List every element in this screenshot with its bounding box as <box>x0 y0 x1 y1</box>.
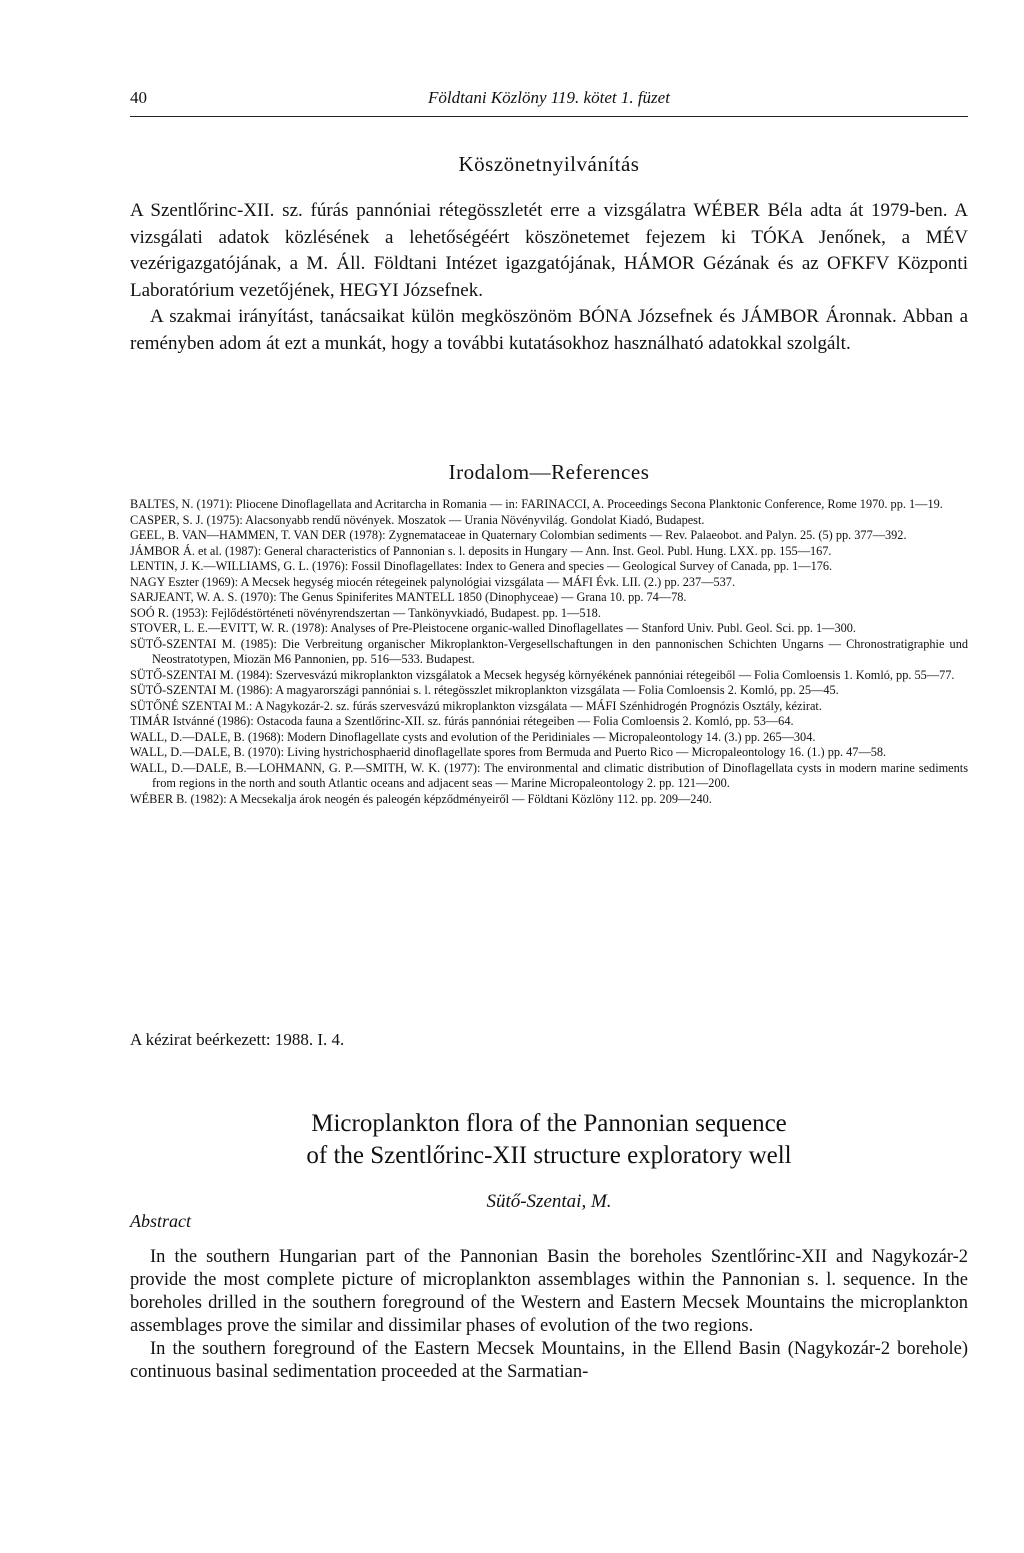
author-name: Sütő-Szentai, M. <box>486 1191 612 1212</box>
acknowledgement-heading: Köszönetnyilvánítás <box>458 152 640 176</box>
reference-list <box>130 497 968 807</box>
reference-item: WALL, D.—DALE, B.—LOHMANN, G. P.—SMITH, W. K. (1977): The environmental and climatic distribution of Dinoflagellata cysts in modern marine sediments from regions in the north and south Atlantic oceans and adjacent seas — Marine Micropaleontology 2. pp. 121—200. <box>130 760 968 790</box>
english-title-line: Microplankton flora of the Pannonian sequence <box>311 1110 787 1137</box>
abstract-label: Abstract <box>130 1211 191 1231</box>
english-title-line: of the Szentlőrinc-XII structure exploratory well <box>306 1142 792 1169</box>
reference-item: JÁMBOR Á. et al. (1987): General characteristics of Pannonian s. l. deposits in Hungary — Ann. Inst. Geol. Publ. Hung. LXX. pp. 155—167. <box>130 543 832 558</box>
acknowledgement-paragraph: A Szentlőrinc-XII. sz. fúrás pannóniai rétegösszletét erre a vizsgálatra WÉBER Béla adta át 1979-ben. A vizsgálati adatok közlésének a lehetőségéért köszönetemet fejezem ki TÓKA Jenőnek, a MÉV vezérigazgatójának, a M. Áll. Földtani Intézet igazgatójának, HÁMOR Gézának és az OFKFV Központi Laboratórium vezetőjének, HEGYI Józsefnek. <box>130 200 968 301</box>
abstract-paragraph: In the southern foreground of the Eastern Mecsek Mountains, in the Ellend Basin (Nagykozár-2 borehole) continuous basinal sedimentation proceeded at the Sarmatian- <box>130 1339 968 1382</box>
journal-title: Földtani Közlöny 119. kötet 1. füzet <box>428 88 670 107</box>
reference-item: SÜTŐ-SZENTAI M. (1985): Die Verbreitung organischer Mikroplankton-Vergesellschaftungen in den pannonischen Schichten Ungarns — Chronostratigraphie und Neostratotypen, Miozän M6 Pannonien, pp. 516—533. Budapest. <box>130 636 968 666</box>
reference-item: LENTIN, J. K.—WILLIAMS, G. L. (1976): Fossil Dinoflagellates: Index to Genera and species — Geological Survey of Canada, pp. 1—176. <box>130 559 833 573</box>
reference-item: WÉBER B. (1982): A Mecsekalja árok neogén és paleogén képződményeiről — Földtani Közlöny 112. pp. 209—240. <box>130 791 712 806</box>
manuscript-received-date: A kézirat beérkezett: 1988. I. 4. <box>130 1030 345 1049</box>
reference-item: STOVER, L. E.—EVITT, W. R. (1978): Analyses of Pre-Pleistocene organic-walled Dinoflagellates — Stanford Univ. Publ. Geol. Sci. pp. 1—300. <box>130 621 856 635</box>
reference-item: SARJEANT, W. A. S. (1970): The Genus Spiniferites MANTELL 1850 (Dinophyceae) — Grana 10. pp. 74—78. <box>130 590 687 604</box>
page-number: 40 <box>130 88 147 107</box>
references-heading: Irodalom—References <box>448 460 650 484</box>
reference-item: GEEL, B. VAN—HAMMEN, T. VAN DER (1978): Zygnemataceae in Quaternary Colombian sediments — Rev. Palaeobot. and Palyn. 25. (5) pp. 377—392. <box>130 528 907 542</box>
reference-item: SOÓ R. (1953): Fejlődéstörténeti növényrendszertan — Tankönyvkiadó, Budapest. pp. 1—518. <box>130 605 601 620</box>
reference-item: SÜTŐ-SZENTAI M. (1986): A magyarországi pannóniai s. l. rétegösszlet mikroplankton vizsgálata — Folia Comloensis 2. Komló, pp. 25—45. <box>130 683 839 697</box>
acknowledgement-body <box>130 198 968 357</box>
reference-item: SÜTŐNÉ SZENTAI M.: A Nagykozár-2. sz. fúrás szervesvázú mikroplankton vizsgálata — MÁFI Szénhidrogén Prognózis Osztály, kézirat. <box>130 698 822 713</box>
running-header <box>130 88 968 117</box>
english-title <box>130 1108 968 1172</box>
abstract-body <box>130 1246 968 1384</box>
reference-item: NAGY Eszter (1969): A Mecsek hegység miocén rétegeinek palynológiai vizsgálata — MÁFI Évk. LII. (2.) pp. 237—537. <box>130 574 736 589</box>
reference-item: BALTES, N. (1971): Pliocene Dinoflagellata and Acritarcha in Romania — in: FARINACCI, A. Proceedings Secona Planktonic Conference, Rome 1970. pp. 1—19. <box>130 497 943 511</box>
reference-item: WALL, D.—DALE, B. (1970): Living hystrichosphaerid dinoflagellate spores from Bermuda and Puerto Rico — Micropaleontology 16. (1.) pp. 47—58. <box>130 745 887 759</box>
reference-item: TIMÁR Istvánné (1986): Ostacoda fauna a Szentlőrinc-XII. sz. fúrás pannóniai rétegeiben — Folia Comloensis 2. Komló, pp. 53—64. <box>130 714 794 728</box>
reference-item: CASPER, S. J. (1975): Alacsonyabb rendű növények. Moszatok — Urania Növényvilág. Gondolat Kiadó, Budapest. <box>130 512 705 527</box>
reference-item: WALL, D.—DALE, B. (1968): Modern Dinoflagellate cysts and evolution of the Peridiniales — Micropaleontology 14. (3.) pp. 265—304. <box>130 729 816 744</box>
reference-item: SÜTŐ-SZENTAI M. (1984): Szervesvázú mikroplankton vizsgálatok a Mecsek hegység környékének pannóniai rétegeiből — Folia Comloensis 1. Komló, pp. 55—77. <box>130 667 955 682</box>
acknowledgement-paragraph: A szakmai irányítást, tanácsaikat külön megköszönöm BÓNA Józsefnek és JÁMBOR Áronnak. Abban a reményben adom át ezt a munkát, hogy a további kutatásokhoz használható adatokkal szolgált. <box>130 306 968 354</box>
abstract-paragraph: In the southern Hungarian part of the Pannonian Basin the boreholes Szentlőrinc-XII and Nagykozár-2 provide the most complete picture of microplankton assemblages within the Pannonian s. l. sequence. In the boreholes drilled in the southern foreground of the Western and Eastern Mecsek Mountains the microplankton assemblages prove the similar and dissimilar phases of evolution of the two regions. <box>130 1247 968 1336</box>
